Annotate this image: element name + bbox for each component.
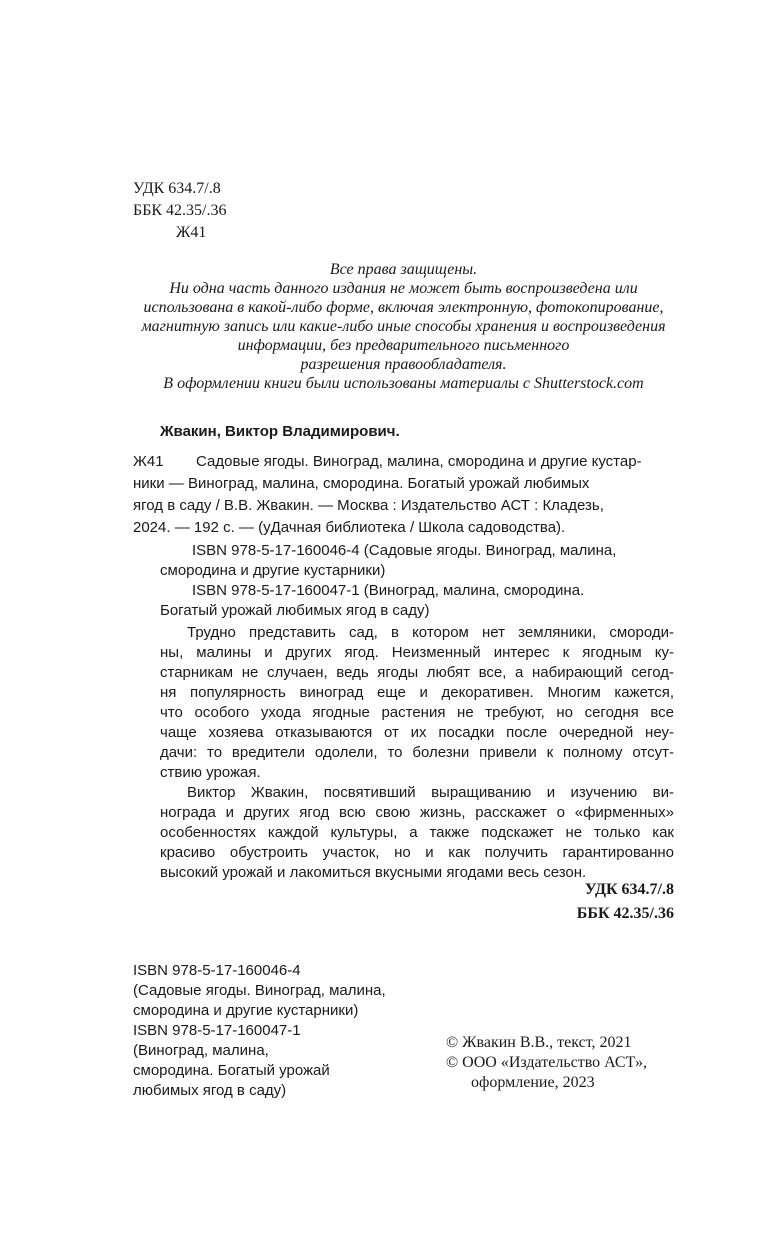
isbn-line: ISBN 978-5-17-160047-1 (Виноград, малина, смородина. <box>192 582 585 599</box>
rights-line: Все права защищены. <box>329 261 478 278</box>
isbn-list-line: любимых ягод в саду) <box>133 1082 287 1099</box>
copyright-line: © Жвакин В.В., текст, 2021 <box>446 1034 632 1051</box>
author-mark: Ж41 <box>176 224 207 241</box>
biblio-line: Садовые ягоды. Виноград, малина, смородина и другие кустар- <box>196 453 642 470</box>
isbn-list-line: (Виноград, малина, <box>133 1042 269 1059</box>
biblio-code: Ж41 <box>133 453 164 470</box>
rights-line: В оформлении книги были использованы материалы с Shutterstock.com <box>163 375 644 392</box>
isbn-list-line: ISBN 978-5-17-160046-4 <box>133 962 301 979</box>
rights-line: магнитную запись или какие-либо иные способы хранения и воспроизведения <box>141 318 666 335</box>
rights-line: Ни одна часть данного издания не может быть воспроизведена или <box>169 280 638 297</box>
annotation-line: ствию урожая. <box>160 764 261 781</box>
annotation-paragraph <box>160 623 674 783</box>
isbn-list-line: (Садовые ягоды. Виноград, малина, <box>133 982 386 999</box>
isbn-line: Богатый урожай любимых ягод в саду) <box>160 602 430 619</box>
rights-line: разрешения правообладателя. <box>300 356 507 373</box>
annotation-line: нограда и других ягод всю свою жизнь, расскажет о «фирменных» <box>160 804 674 821</box>
isbn-list-line: смородина и другие кустарники) <box>133 1002 359 1019</box>
udk-code: УДК 634.7/.8 <box>133 180 221 197</box>
isbn-block <box>160 541 674 621</box>
classification-codes <box>133 178 227 244</box>
rights-line: использована в какой-либо форме, включая электронную, фотокопирование, <box>143 299 664 316</box>
copyright-line: © ООО «Издательство АСТ», <box>446 1054 647 1071</box>
biblio-line: ягод в саду / В.В. Жвакин. — Москва : Издательство АСТ : Кладезь, <box>133 497 604 514</box>
isbn-list <box>133 961 386 1101</box>
annotation-line: ны, малины и других ягод. Неизменный интерес к ягодным ку- <box>160 644 674 661</box>
annotation-line: Виктор Жвакин, посвятивший выращиванию и изучению ви- <box>187 784 674 801</box>
annotation-line: Трудно представить сад, в котором нет земляники, смороди- <box>187 624 674 641</box>
isbn-list-line: ISBN 978-5-17-160047-1 <box>133 1022 301 1039</box>
annotation-line: чаще хозяева отказываются от их посадки после очередной неу- <box>160 724 674 741</box>
annotation <box>160 623 674 883</box>
isbn-line: смородина и другие кустарники) <box>160 562 386 579</box>
isbn-list-line: смородина. Богатый урожай <box>133 1062 330 1079</box>
annotation-line: старникам не случаен, ведь ягоды любят все, а набирающий сегод- <box>160 664 674 681</box>
annotation-line: красиво обустроить участок, но и как получить гарантированно <box>160 844 674 861</box>
bibliographic-record <box>133 451 674 539</box>
classification-right <box>577 878 674 926</box>
copyright-line: оформление, 2023 <box>471 1074 595 1091</box>
biblio-line: ники — Виноград, малина, смородина. Богатый урожай любимых <box>133 475 590 492</box>
annotation-line: ня популярность виноград еще и декоративен. Многим кажется, <box>160 684 674 701</box>
annotation-line: особенностях каждой культуры, а также подскажет не только как <box>160 824 674 841</box>
biblio-text <box>196 451 674 473</box>
author-heading: Жвакин, Виктор Владимирович. <box>160 423 400 440</box>
biblio-continuation <box>133 473 674 539</box>
copyright-block <box>446 1033 647 1093</box>
bbk-code-right: ББК 42.35/.36 <box>576 905 674 922</box>
annotation-line: что особого ухода ягодные растения не требуют, но сегодня все <box>160 704 674 721</box>
udk-code-right: УДК 634.7/.8 <box>584 881 674 898</box>
annotation-line: дачи: то вредители одолели, то болезни привели к полному отсут- <box>160 744 674 761</box>
bbk-code: ББК 42.35/.36 <box>133 202 227 219</box>
isbn-line: ISBN 978-5-17-160046-4 (Садовые ягоды. Виноград, малина, <box>192 542 617 559</box>
rights-line: информации, без предварительного письменного <box>237 337 570 354</box>
biblio-line: 2024. — 192 с. — (уДачная библиотека / Школа садоводства). <box>133 519 566 536</box>
rights-notice <box>133 260 674 393</box>
annotation-paragraph <box>160 783 674 883</box>
annotation-line: высокий урожай и лакомиться вкусными ягодами весь сезон. <box>160 864 587 881</box>
